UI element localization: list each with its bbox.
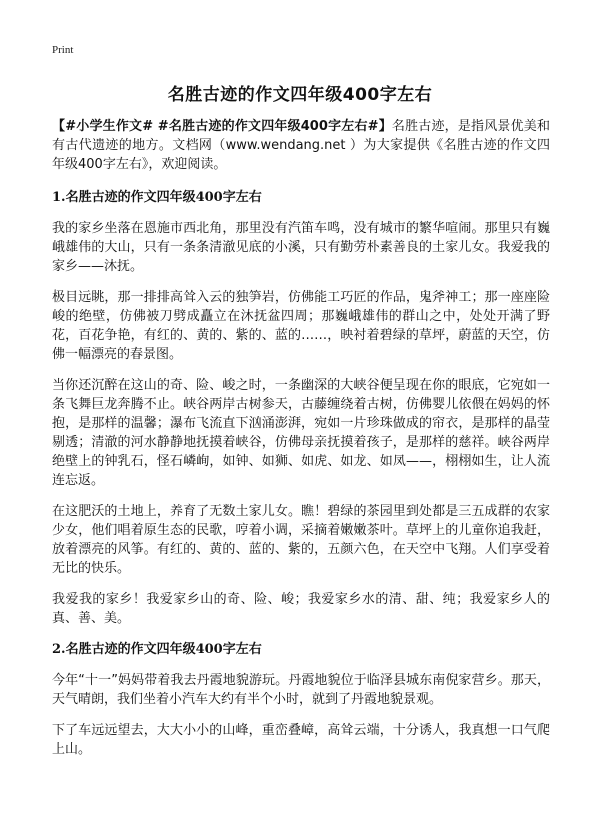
print-label: Print [52,44,74,56]
section-1-heading: 1.名胜古迹的作文四年级400字左右 [52,190,262,205]
document-body [52,117,550,771]
section-2-heading: 2.名胜古迹的作文四年级400字左右 [52,642,262,657]
section-1-paragraph-2: 极目远眺，那一排排高耸入云的独笋岩，仿佛能工巧匠的作品，鬼斧神工；那一座座险峻的绝壁，仿佛被刀劈成矗立在沐抚盆四周；那巍峨雄伟的群山之中，处处开满了野花，百花争艳，有红的、黄的、紫的、蓝的……，映衬着碧绿的草坪，蔚蓝的天空，仿佛一幅漂亮的春景图。 [52,290,550,362]
section-1-paragraph-4: 在这肥沃的土地上，养育了无数土家儿女。瞧！碧绿的茶园里到处都是三五成群的农家少女，他们唱着原生态的民歌，哼着小调，采摘着嫩嫩茶叶。草坪上的儿童你追我赶，放着漂亮的风筝。有红的、黄的、蓝的、紫的，五颜六色，在天空中飞翔。人们享受着无比的快乐。 [52,504,550,576]
intro-tag: 【#小学生作文# #名胜古迹的作文四年级400字左右#】 [52,119,392,134]
section-1-paragraph-3: 当你还沉醉在这山的奇、险、峻之时，一条幽深的大峡谷便呈现在你的眼底，它宛如一条飞舞巨龙奔腾不止。峡谷两岸古树参天，古藤缠绕着古树，仿佛婴儿依偎在妈妈的怀抱，是那样的温馨；瀑布飞流直下汹涌澎湃，宛如一片珍珠做成的帘衣，是那样的晶莹剔透；清澈的河水静静地抚摸着峡谷，仿佛母亲抚摸着孩子，是那样的慈祥。峡谷两岸绝壁上的钟乳石，怪石嶙峋，如钟、如狮、如虎、如龙、如凤——，栩栩如生，让人流连忘返。 [52,378,550,488]
section-1-paragraph-5: 我爱我的家乡！我爱家乡山的奇、险、峻；我爱家乡水的清、甜、纯；我爱家乡人的真、善、美。 [52,592,550,626]
section-1-paragraph-1: 我的家乡坐落在恩施市西北角，那里没有汽笛车鸣，没有城市的繁华喧闹。那里只有巍峨雄伟的大山，只有一条条清澈见底的小溪，只有勤劳朴素善良的土家儿女。我爱我的家乡——沐抚。 [52,221,550,274]
section-2-paragraph-1: 今年“十一”妈妈带着我去丹霞地貌游玩。丹霞地貌位于临泽县城东南倪家营乡。那天，天气晴朗，我们坐着小汽车大约有半个小时，就到了丹霞地貌景观。 [52,673,550,707]
section-2-paragraph-2: 下了车远远望去，大大小小的山峰，重峦叠嶂，高耸云端，十分诱人，我真想一口气爬上山。 [52,723,550,757]
intro-paragraph [52,117,550,174]
intro-text: 名胜古迹，是指风景优美和有古代遗迹的地方。文档网（www.wendang.net ）为大家提供《名胜古迹的作文四年级400字左右》，欢迎阅读。 [52,119,550,172]
document-title: 名胜古迹的作文四年级400字左右 [167,85,433,105]
